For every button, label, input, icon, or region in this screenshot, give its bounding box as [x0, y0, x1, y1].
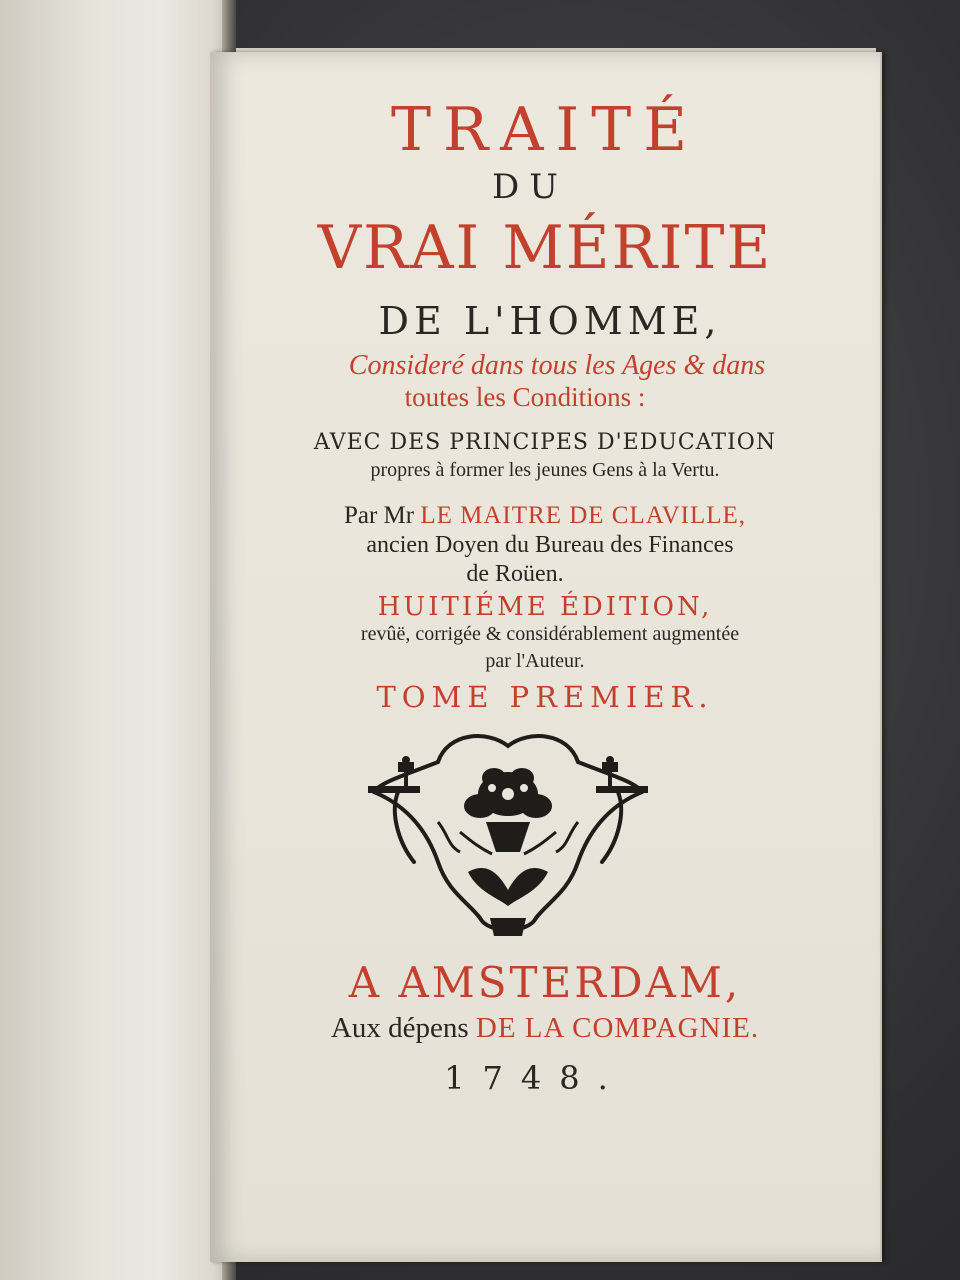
edition-note-line-2: par l'Auteur. [485, 650, 585, 672]
author-title-line-2: de Roüen. [466, 561, 564, 587]
education-line-2: propres à former les jeunes Gens à la Vertu. [370, 459, 720, 481]
title-line-traite: TRAITÉ [390, 95, 700, 165]
imprint-city: A AMSTERDAM, [348, 958, 742, 1007]
subtitle-line-1: Consideré dans tous les Ages & dans [348, 350, 766, 381]
imprint-publisher: DE LA COMPAGNIE. [475, 1012, 760, 1044]
fleuron-ornament [368, 722, 648, 948]
imprint-prefix: Aux dépens [330, 1012, 476, 1044]
author-line [210, 503, 880, 528]
author-prefix: Par Mr [343, 502, 421, 529]
edition-statement: HUITIÉME ÉDITION, [377, 592, 713, 622]
volume-statement: TOME PREMIER. [376, 680, 714, 714]
education-line-1: AVEC DES PRINCIPES D'EDUCATION [313, 430, 777, 455]
title-line-vrai-merite: VRAI MÉRITE [317, 213, 773, 283]
title-line-du: DU [492, 167, 568, 207]
edition-note-line-1: revûë, corrigée & considérablement augmentée [360, 623, 740, 645]
author-title-line-1: ancien Doyen du Bureau des Finances [366, 532, 734, 558]
imprint-line [210, 1014, 880, 1043]
imprint-year: 1748. [444, 1059, 626, 1097]
author-name: LE MAITRE DE CLAVILLE, [420, 502, 747, 529]
title-line-de-lhomme: DE L'HOMME, [378, 299, 722, 343]
subtitle-line-2: toutes les Conditions : [404, 382, 646, 412]
